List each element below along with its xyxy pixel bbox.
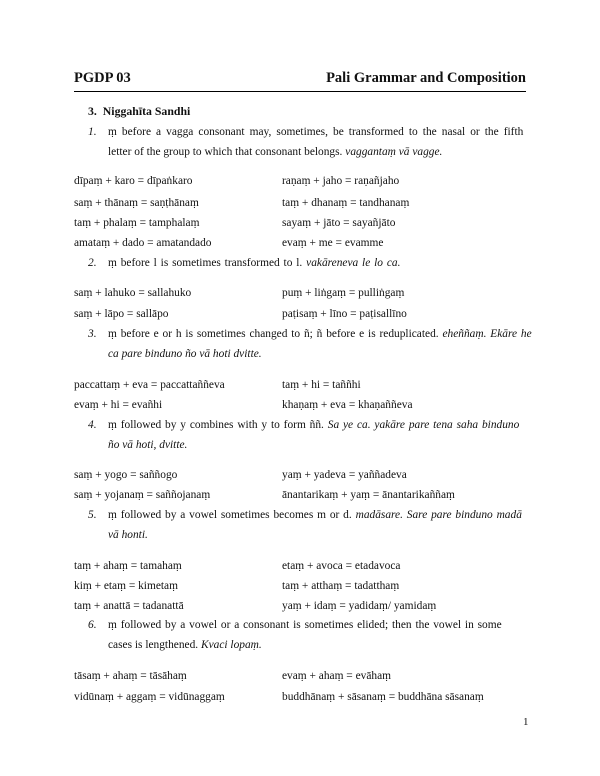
- example-right: taṃ + dhanaṃ = tandhanaṃ: [282, 197, 410, 209]
- pali-rule: eheññaṃ. Ekāre he: [442, 328, 532, 340]
- example-right: evaṃ + me = evamme: [282, 237, 384, 249]
- example-right: khaṇaṃ + eva = khaṇaññeva: [282, 399, 413, 411]
- example-right: buddhānaṃ + sāsanaṃ = buddhāna sāsanaṃ: [282, 691, 484, 703]
- section-name: Niggahīta Sandhi: [102, 104, 191, 118]
- example-right: paṭisaṃ + līno = paṭisallīno: [282, 308, 407, 320]
- example-left: evaṃ + hi = evañhi: [74, 399, 163, 411]
- section-number: 3.: [88, 104, 97, 118]
- rule-text: ṃ followed by y combines with y to form ññ. Sa ye ca. yakāre pare tena saha binduno: [108, 419, 520, 431]
- course-code: PGDP 03: [74, 70, 131, 86]
- rule-continuation: letter of the group to which that consonant belongs. vaggantaṃ vā vagge.: [108, 146, 443, 158]
- example-left: vidūnaṃ + aggaṃ = vidūnaggaṃ: [74, 691, 225, 703]
- rule-number: 6.: [88, 619, 97, 631]
- pali-rule: madāsare. Sare pare binduno madā: [355, 509, 522, 521]
- pali-rule: vaggantaṃ vā vagge.: [345, 146, 443, 158]
- example-right: yaṃ + idaṃ = yadidaṃ/ yamidaṃ: [282, 600, 437, 612]
- pali-rule-continuation: ca pare binduno ño vā hoti dvitte.: [108, 348, 262, 360]
- example-right: taṃ + hi = taññhi: [282, 379, 361, 391]
- rule-text: ṃ before a vagga consonant may, sometimes, be transformed to the nasal or the fifth: [108, 126, 524, 138]
- page-number: 1: [523, 716, 529, 728]
- example-right: raṇaṃ + jaho = raṇañjaho: [282, 175, 400, 187]
- example-left: saṃ + yojanaṃ = saññojanaṃ: [74, 489, 211, 501]
- pali-rule-continuation: ño vā hoti, dvitte.: [108, 439, 188, 451]
- example-left: saṃ + lahuko = sallahuko: [74, 287, 192, 299]
- rule-number: 2.: [88, 257, 97, 269]
- example-left: tāsaṃ + ahaṃ = tāsāhaṃ: [74, 670, 187, 682]
- example-right: sayaṃ + jāto = sayañjāto: [282, 217, 396, 229]
- rule-number: 4.: [88, 419, 97, 431]
- example-left: saṃ + yogo = saññogo: [74, 469, 178, 481]
- rule-number: 5.: [88, 509, 97, 521]
- example-right: etaṃ + avoca = etadavoca: [282, 560, 401, 572]
- rule-text: ṃ followed by a vowel or a consonant is sometimes elided; then the vowel in some: [108, 619, 502, 631]
- example-left: taṃ + anattā = tadanattā: [74, 600, 184, 612]
- example-right: evaṃ + ahaṃ = evāhaṃ: [282, 670, 391, 682]
- example-left: saṃ + thānaṃ = saṇṭhānaṃ: [74, 197, 199, 209]
- example-left: dīpaṃ + karo = dīpaṅkaro: [74, 175, 193, 187]
- example-right: yaṃ + yadeva = yaññadeva: [282, 469, 407, 481]
- example-left: taṃ + ahaṃ = tamahaṃ: [74, 560, 182, 572]
- rule-text: ṃ before l is sometimes transformed to l. vakārenevа le lo ca.: [108, 257, 401, 269]
- pali-rule-continuation: vā honti.: [108, 529, 148, 541]
- rule-number: 3.: [88, 328, 97, 340]
- rule-continuation: cases is lengthened. Kvaci lopaṃ.: [108, 639, 262, 651]
- example-right: taṃ + atthaṃ = tadatthaṃ: [282, 580, 400, 592]
- rule-text: ṃ followed by a vowel sometimes becomes m or d. madāsare. Sare pare binduno madā: [108, 509, 522, 521]
- example-left: amataṃ + dado = amatandado: [74, 237, 212, 249]
- example-right: puṃ + liṅgaṃ = pulliṅgaṃ: [282, 287, 405, 299]
- example-left: paccattaṃ + eva = paccattaññeva: [74, 379, 225, 391]
- example-left: taṃ + phalaṃ = tamphalaṃ: [74, 217, 200, 229]
- pali-rule: vakārenevа le lo ca.: [306, 257, 401, 269]
- section-title: [88, 104, 190, 119]
- example-right: ānantarikaṃ + yaṃ = ānantarikaññaṃ: [282, 489, 455, 501]
- rule-number: 1.: [88, 126, 97, 138]
- pali-rule: Kvaci lopaṃ.: [201, 639, 262, 651]
- example-left: kiṃ + etaṃ = kimetaṃ: [74, 580, 178, 592]
- pali-rule: Sa ye ca. yakāre pare tena saha binduno: [327, 419, 520, 431]
- course-title: Pali Grammar and Composition: [326, 70, 526, 86]
- example-left: saṃ + lāpo = sallāpo: [74, 308, 169, 320]
- rule-text: ṃ before e or h is sometimes changed to ñ; ñ before e is reduplicated. eheññaṃ. Ekāre he: [108, 328, 532, 340]
